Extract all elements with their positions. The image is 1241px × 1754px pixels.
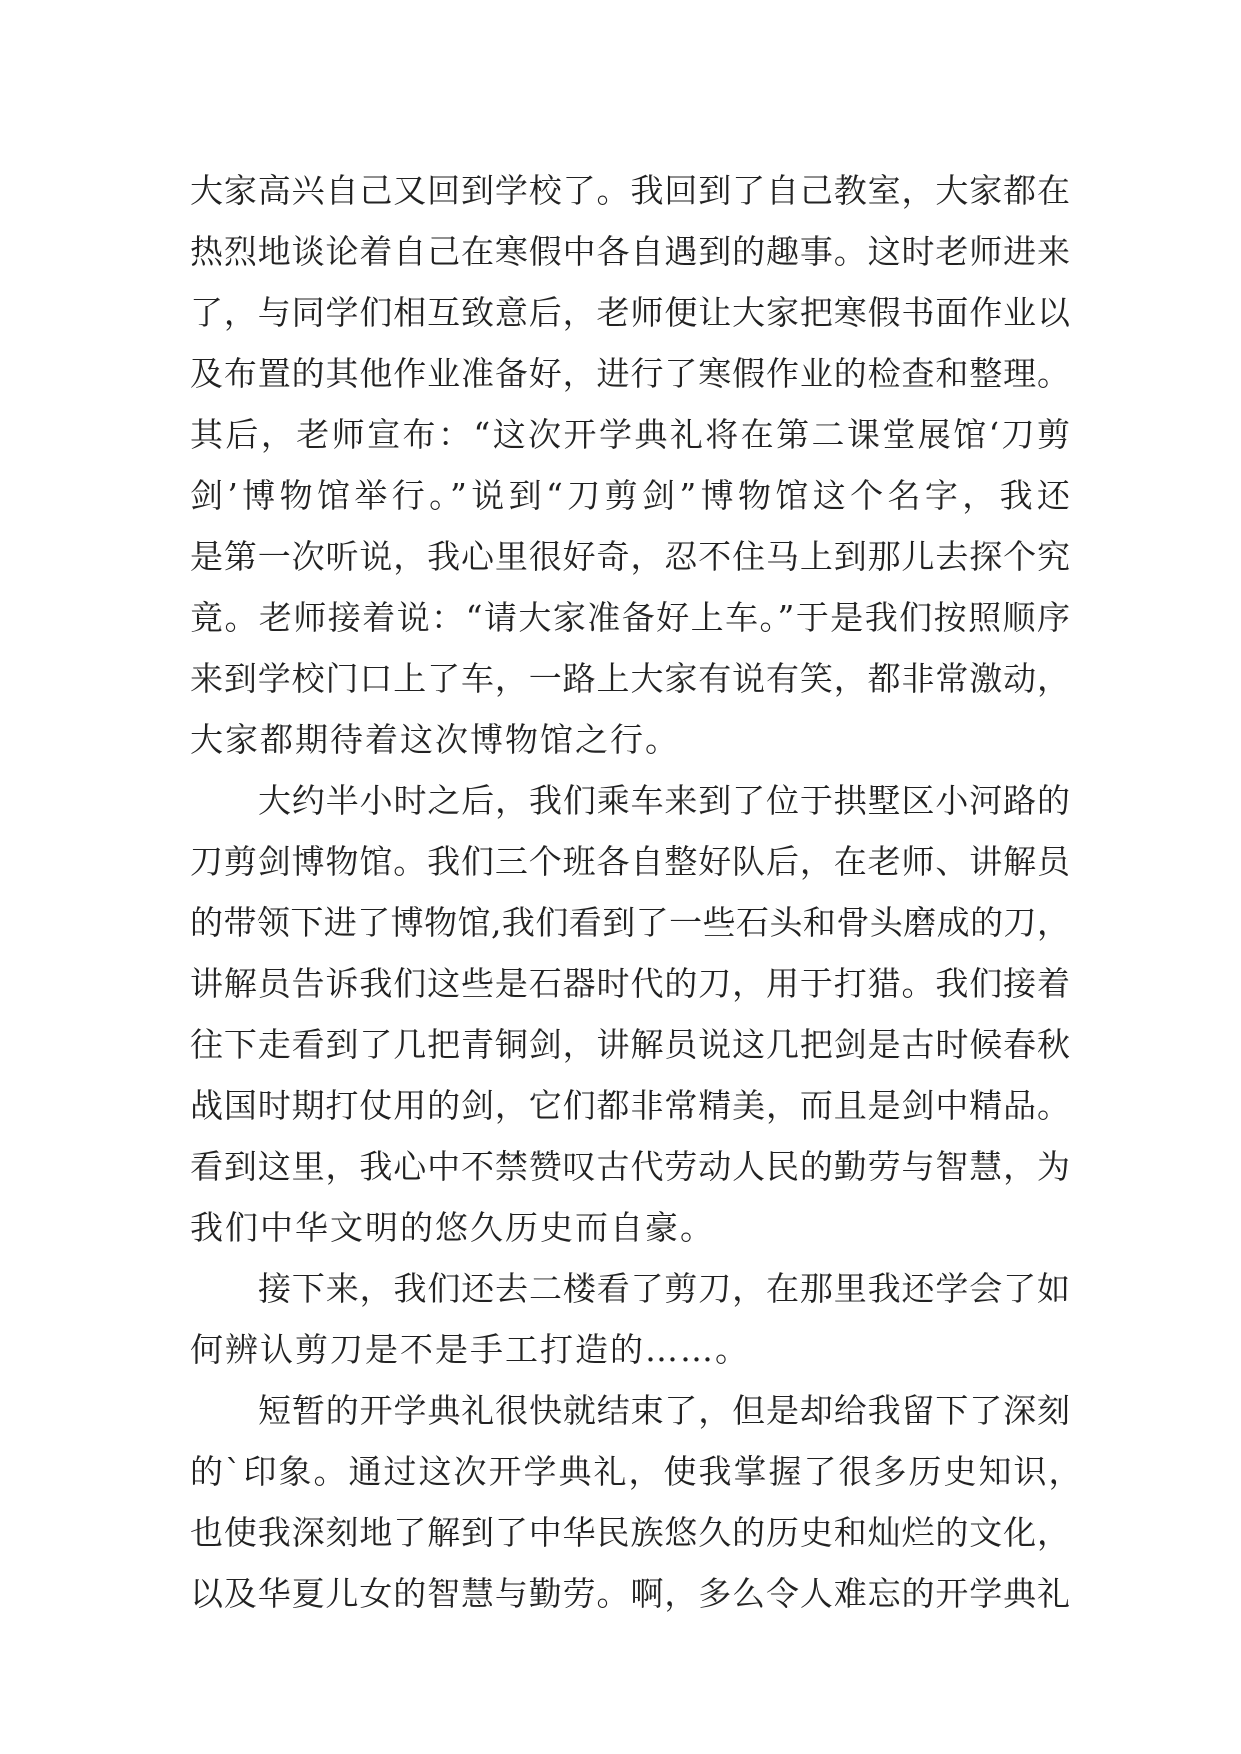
text-line: 何辨认剪刀是不是手工打造的……。 [190, 1330, 750, 1369]
text-line: 了，与同学们相互致意后，老师便让大家把寒假书面作业以 [190, 293, 1070, 332]
text-line: 看到这里，我心中不禁赞叹古代劳动人民的勤劳与智慧，为 [190, 1147, 1070, 1186]
text-line: 也使我深刻地了解到了中华民族悠久的历史和灿烂的文化， [190, 1513, 1070, 1552]
text-line: 剑’博物馆举行。”说到“刀剪剑”博物馆这个名字，我还 [190, 476, 1070, 515]
text-line: 及布置的其他作业准备好，进行了寒假作业的检查和整理。 [190, 354, 1070, 393]
text-line: 刀剪剑博物馆。我们三个班各自整好队后，在老师、讲解员 [190, 842, 1070, 881]
text-line: 来到学校门口上了车，一路上大家有说有笑，都非常激动， [190, 659, 1070, 698]
text-line: 竟。老师接着说：“请大家准备好上车。”于是我们按照顺序 [190, 598, 1070, 637]
text-line: 是第一次听说，我心里很好奇，忍不住马上到那儿去探个究 [190, 537, 1070, 576]
text-line: 大约半小时之后，我们乘车来到了位于拱墅区小河路的 [258, 781, 1070, 820]
text-line: 其后，老师宣布：“这次开学典礼将在第二课堂展馆‘刀剪 [190, 415, 1070, 454]
text-line: 接下来，我们还去二楼看了剪刀，在那里我还学会了如 [258, 1269, 1070, 1308]
text-line: 我们中华文明的悠久历史而自豪。 [190, 1208, 715, 1247]
text-line: 以及华夏儿女的智慧与勤劳。啊，多么令人难忘的开学典礼 [190, 1574, 1070, 1613]
text-line: 的`印象。通过这次开学典礼，使我掌握了很多历史知识， [190, 1452, 1084, 1491]
text-line: 的带领下进了博物馆,我们看到了一些石头和骨头磨成的刀， [190, 903, 1070, 942]
text-line: 热烈地谈论着自己在寒假中各自遇到的趣事。这时老师进来 [190, 232, 1070, 271]
body-text [190, 160, 1084, 1624]
text-line: 短暂的开学典礼很快就结束了，但是却给我留下了深刻 [258, 1391, 1070, 1430]
text-line: 战国时期打仗用的剑，它们都非常精美，而且是剑中精品。 [190, 1086, 1070, 1125]
text-line: 讲解员告诉我们这些是石器时代的刀，用于打猎。我们接着 [190, 964, 1070, 1003]
text-line: 大家高兴自己又回到学校了。我回到了自己教室，大家都在 [190, 171, 1070, 210]
text-line: 大家都期待着这次博物馆之行。 [190, 720, 680, 759]
text-line: 往下走看到了几把青铜剑，讲解员说这几把剑是古时候春秋 [190, 1025, 1070, 1064]
